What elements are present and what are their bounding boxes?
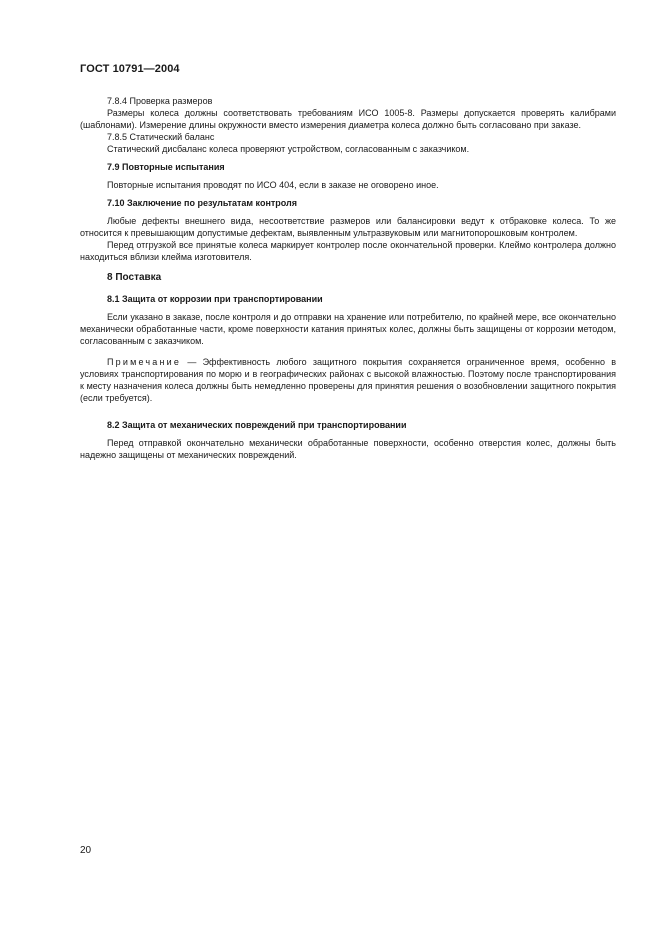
section-7-10-text-2: Перед отгрузкой все принятые колеса маркирует контролер после окончательной проверки. Клеймо контролера должно находиться вблизи клейма изготовителя. <box>80 240 616 262</box>
section-8-1-heading: 8.1 Защита от коррозии при транспортировании <box>107 294 323 304</box>
document-header: ГОСТ 10791—2004 <box>80 63 180 75</box>
section-7-9-heading: 7.9 Повторные испытания <box>107 162 225 172</box>
section-7-9-text: Повторные испытания проводят по ИСО 404, если в заказе не оговорено иное. <box>107 180 439 190</box>
section-7-10-text-1: Любые дефекты внешнего вида, несоответствие размеров или балансировки ведут к отбраковке колеса. То же относится к превышающим допустимые дефектам, выявленным ультразвуковым или магнитопорошковым контролем. <box>80 216 616 238</box>
section-7-10-heading: 7.10 Заключение по результатам контроля <box>107 198 298 208</box>
note-text: — Эффективность любого защитного покрытия сохраняется ограниченное время, особенно в условиях транспортирования по морю и в географических районах с высокой влажностью. Поэтому после транспортирования к месту назначения колеса должны быть немедленно проверены для принятия решения о возобновлении защитного покрытия (если требуется). <box>80 357 616 403</box>
section-8-1-text: Если указано в заказе, после контроля и до отправки на хранение или потребителю, по крайней мере, все окончательно механически обработанные части, кроме поверхности катания принятых колес, должны быть защищены от коррозии методом, согласованным с заказчиком. <box>80 312 616 346</box>
page-number: 20 <box>80 845 92 856</box>
section-7-8-4-text: Размеры колеса должны соответствовать требованиям ИСО 1005-8. Размеры допускается проверять калибрами (шаблонами). Измерение длины окружности вместо измерения диаметра колеса должно быть согласовано при заказе. <box>80 108 616 130</box>
section-8-2-text: Перед отправкой окончательно механически обработанные поверхности, особенно отверстия колес, должны быть надежно защищены от механических повреждений. <box>80 438 616 460</box>
section-7-8-5-heading: 7.8.5 Статический баланс <box>107 132 215 142</box>
note-label: Примечание <box>107 357 182 367</box>
section-8-1-note <box>80 356 616 404</box>
section-7-8-4-heading: 7.8.4 Проверка размеров <box>107 96 213 106</box>
section-8-2-heading: 8.2 Защита от механических повреждений при транспортировании <box>107 420 407 430</box>
section-7-8-5-text: Статический дисбаланс колеса проверяют устройством, согласованным с заказчиком. <box>107 144 470 154</box>
document-body <box>80 95 616 461</box>
section-8-heading: 8 Поставка <box>107 272 162 283</box>
